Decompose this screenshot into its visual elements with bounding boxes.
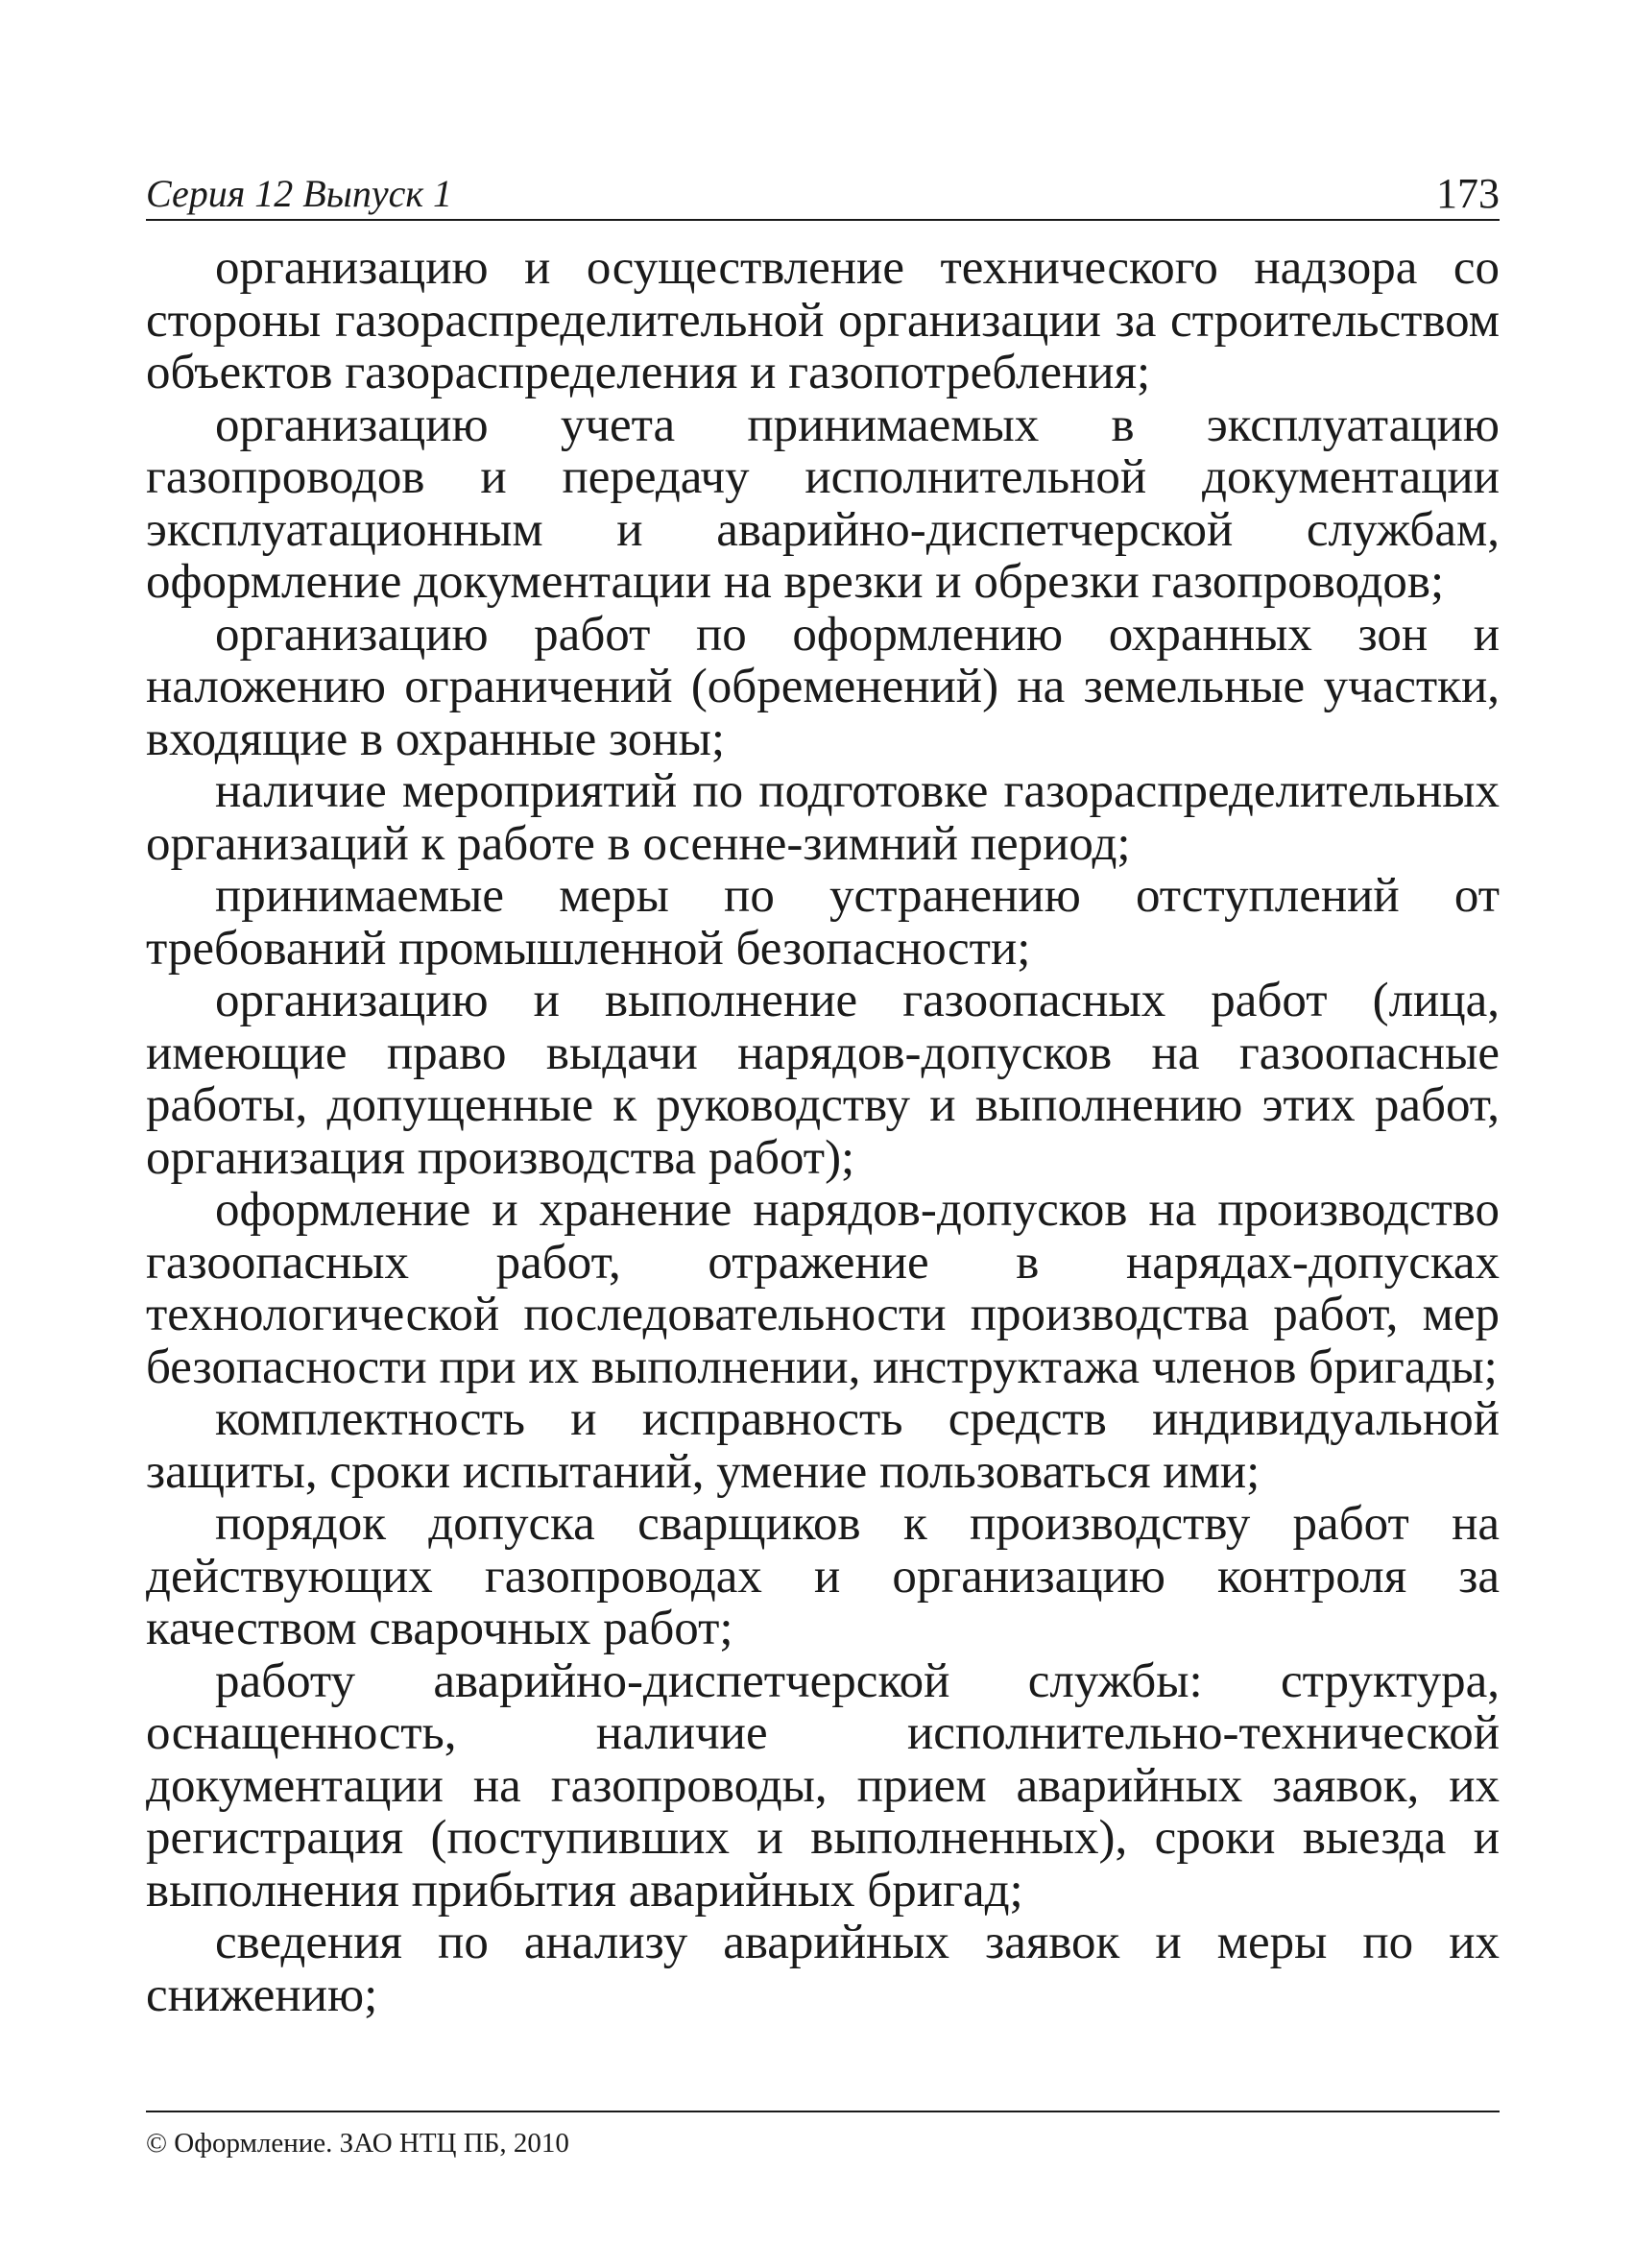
list-item: организацию и выполнение газоопасных работ (лица, имеющие право выдачи нарядов-допусков на газоопасные работы, допущенные к руководству и выполнению этих работ, организация производства работ);: [146, 974, 1500, 1185]
list-item: организацию работ по оформлению охранных зон и наложению ограничений (обременений) на земельные участки, входящие в охранные зоны;: [146, 607, 1500, 766]
list-item: сведения по анализу аварийных заявок и меры по их снижению;: [146, 1916, 1500, 2022]
page-footer: [146, 2111, 1500, 2159]
page-number: 173: [1436, 170, 1500, 217]
list-item: работу аварийно-диспетчерской службы: структура, оснащенность, наличие исполнительно-технической документации на газопроводы, прием аварийных заявок, их регистрация (поступивших и выполненных), сроки выезда и выполнения прибытия аварийных бригад;: [146, 1653, 1500, 1918]
list-item: оформление и хранение нарядов-допусков на производство газоопасных работ, отражение в нарядах-допусках технологической последовательности производства работ, мер безопасности при их выполнении, инструктажа членов бригады;: [146, 1183, 1500, 1394]
list-item: наличие мероприятий по подготовке газораспределительных организаций к работе в осенне-зимний период;: [146, 764, 1500, 871]
series-title: Серия 12 Выпуск 1: [146, 172, 453, 215]
list-item: организацию учета принимаемых в эксплуатацию газопроводов и передачу исполнительной документации эксплуатационным и аварийно-диспетчерской службам, оформление документации на врезки и обрезки газопроводов;: [146, 398, 1500, 609]
body-text: [146, 242, 1500, 2021]
list-item: комплектность и исправность средств индивидуальной защиты, сроки испытаний, умение пользоваться ими;: [146, 1392, 1500, 1499]
list-item: порядок допуска сварщиков к производству работ на действующих газопроводах и организацию контроля за качеством сварочных работ;: [146, 1497, 1500, 1655]
copyright-notice: © Оформление. ЗАО НТЦ ПБ, 2010: [146, 2128, 569, 2159]
list-item: принимаемые меры по устранению отступлений от требований промышленной безопасности;: [146, 869, 1500, 976]
list-item: организацию и осуществление технического надзора со стороны газораспределительной организации за строительством объектов газораспределения и газопотребления;: [146, 241, 1500, 399]
running-header: [146, 156, 1500, 221]
